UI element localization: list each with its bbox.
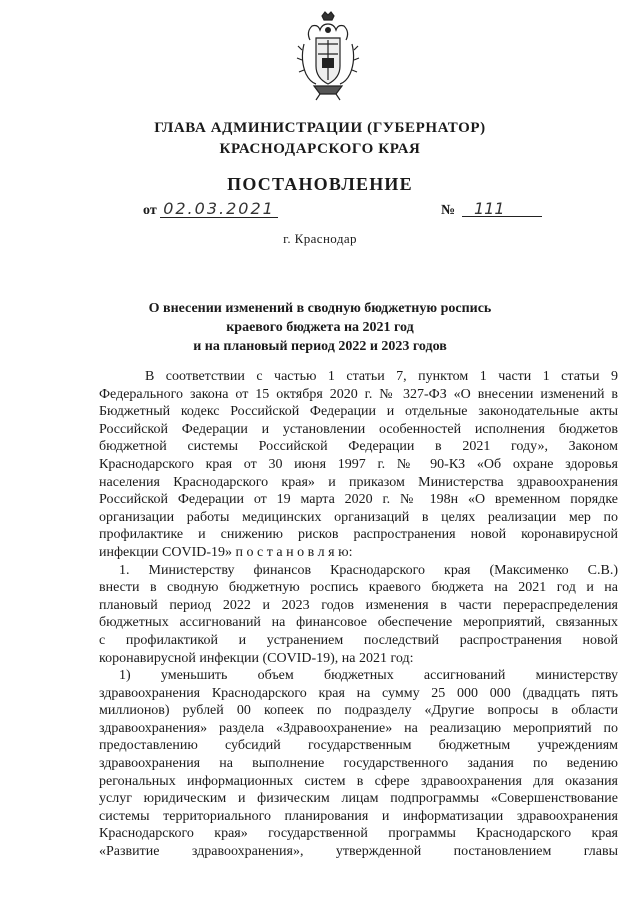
body-line: Краснодарского края от 30 июня 1997 г. № 90-КЗ «Об охране здоровья (99, 456, 618, 472)
city-line: г. Краснодар (283, 231, 357, 246)
body-line: бюджетной системы Российской Федерации в 2021 году», Законом (99, 439, 618, 455)
body-line: Российской Федерации от 19 марта 2020 г. № 198н «О временном порядке (99, 492, 618, 508)
subject-title-line: О внесении изменений в сводную бюджетную роспись (148, 301, 492, 316)
body-line: Федерального закона от 15 октября 2020 г. № 327-ФЗ «О внесении изменений в (99, 386, 618, 402)
body-line: здравоохранения Краснодарского края на сумму 25 000 000 (двадцать пять (99, 685, 618, 701)
body-line: миллионов) рублей 00 копеек по подразделу «Другие вопросы в области (99, 703, 618, 719)
body-line: профилактике и снижению рисков распространения новой коронавирусной (99, 527, 618, 543)
handwritten-date: 02.03.2021 (160, 199, 278, 218)
body-line: бюджетных ассигнований на финансовое обеспечение мероприятий, связанных (99, 615, 618, 631)
coat-of-arms-emblem (296, 10, 360, 102)
body-line: В соответствии с частью 1 статьи 7, пунктом 1 части 1 статьи 9 (145, 369, 618, 384)
body-line: организации работы медицинских организаций в целях реализации мер по (99, 509, 618, 525)
body-line: регональных информационных систем в сфере здравоохранения для оказания (99, 773, 618, 789)
body-line: Бюджетный кодекс Российской Федерации и отдельные законодательные акты (99, 404, 618, 420)
body-line: с профилактикой и устранением последствий распространения новой (99, 632, 618, 648)
body-line: коронавирусной инфекции (COVID-19), на 2021 год: (99, 650, 414, 666)
body-line: здравоохранения на выполнение государственного задания по ведению (99, 756, 618, 772)
subject-title-line: и на плановый период 2022 и 2023 годов (193, 339, 447, 354)
body-line: предоставлению субсидий государственным бюджетным учреждениям (99, 738, 618, 754)
body-line: системы территориального планирования и информатизации здравоохранения (99, 808, 618, 824)
body-line: услуг юридическим и физическим лицам подпрограммы «Совершенствование (99, 791, 618, 807)
document-body (99, 368, 618, 861)
body-line: инфекции COVID-19» п о с т а н о в л я ю: (99, 544, 353, 560)
date-label: от (143, 203, 157, 218)
body-line: населения Краснодарского края» и приказом Министерства здравоохранения (99, 474, 618, 490)
authority-header-line1: ГЛАВА АДМИНИСТРАЦИИ (ГУБЕРНАТОР) (154, 120, 486, 136)
body-line: Российской Федерации и установлении особенностей исполнения бюджетов (99, 421, 618, 437)
body-line: 1) уменьшить объем бюджетных ассигнований министерству (119, 668, 618, 684)
handwritten-number: 111 (462, 199, 542, 217)
number-label: № (441, 203, 456, 218)
subject-title-line: краевого бюджета на 2021 год (226, 320, 414, 335)
authority-header-line2: КРАСНОДАРСКОГО КРАЯ (219, 141, 421, 157)
body-line: 1. Министерству финансов Краснодарского края (Максименко С.В.) (119, 562, 618, 578)
body-line: плановый период 2022 и 2023 годов изменения в части перераспределения (99, 597, 618, 613)
document-type-title: ПОСТАНОВЛЕНИЕ (227, 174, 413, 194)
body-line: здравоохранения» раздела «Здравоохранение» на реализацию мероприятий по (99, 720, 618, 736)
body-line: внести в сводную бюджетную роспись краевого бюджета на 2021 год и на (99, 580, 618, 596)
body-line: «Развитие здравоохранения», утвержденной постановлением главы (99, 844, 618, 860)
body-line: Краснодарского края» государственной программы Краснодарского края (99, 826, 618, 842)
